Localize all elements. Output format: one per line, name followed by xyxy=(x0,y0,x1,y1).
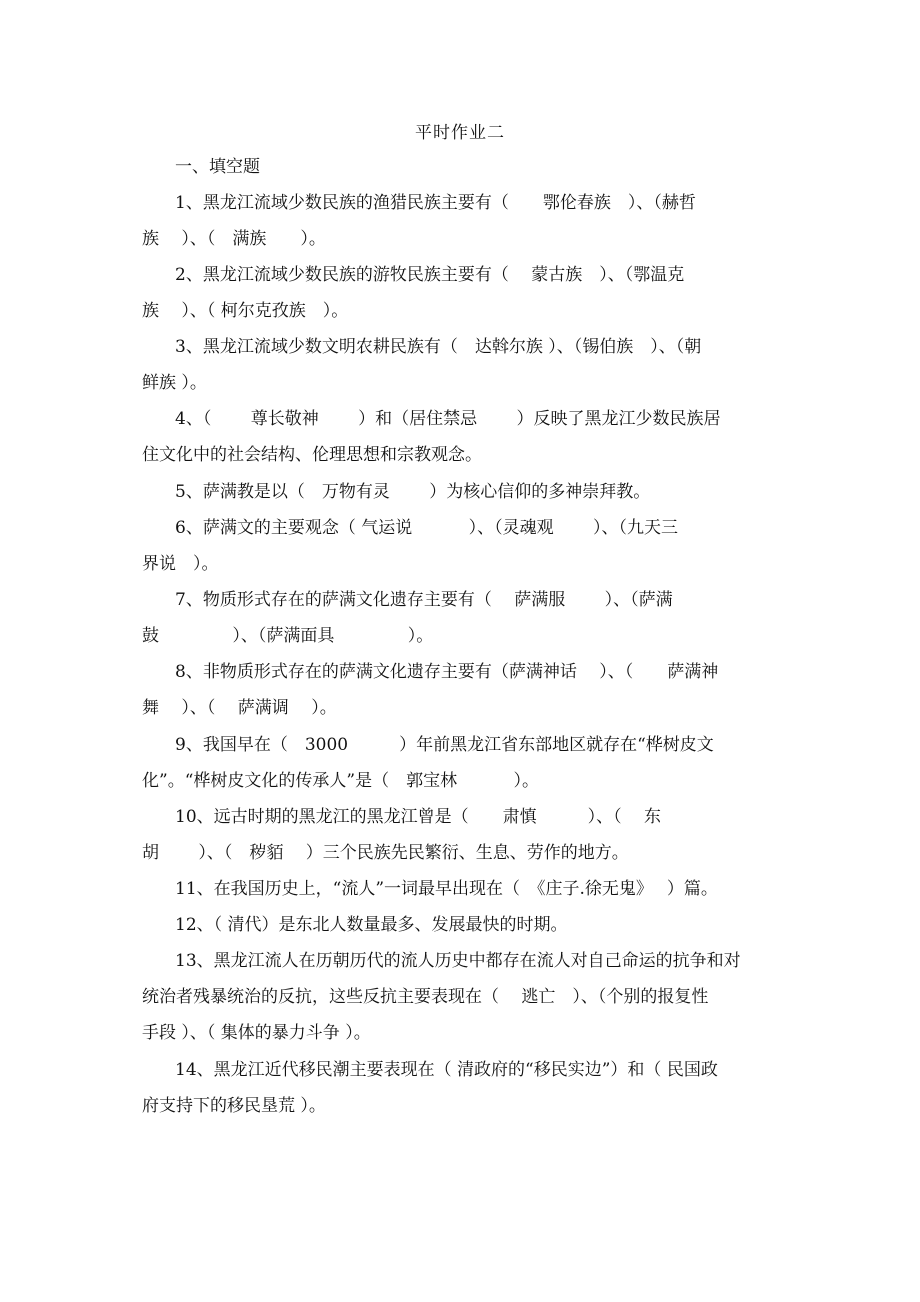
q9-line-2: 化”。“桦树皮文化的传承人”是（ 郭宝林 ）。 xyxy=(142,771,539,791)
q6-line-2: 界说 ）。 xyxy=(142,554,219,574)
q13-line-1: 13、黑龙江流人在历朝历代的流人历史中都存在流人对自己命运的抗争和对 xyxy=(175,951,741,971)
q9-line-1: 9、我国早在（ 3000 ）年前黑龙江省东部地区就存在“桦树皮文 xyxy=(175,735,714,755)
q12-line-1: 12、（ 清代）是东北人数量最多、发展最快的时期。 xyxy=(175,915,568,935)
q11-line-1: 11、在我国历史上，“流人”一词最早出现在（ 《庄子.徐无鬼》 ）篇。 xyxy=(175,879,718,899)
q2-line-2: 族 ）、（ 柯尔克孜族 ）。 xyxy=(142,301,349,321)
q10-line-1: 10、远古时期的黑龙江的黑龙江曾是（ 肃慎 ）、（ 东 xyxy=(175,807,662,827)
q8-line-2: 舞 ）、（ 萨满调 ）。 xyxy=(142,698,337,718)
q3-line-2: 鲜族 ）。 xyxy=(142,373,207,393)
q7-line-2: 鼓 ）、（萨满面具 ）。 xyxy=(142,626,434,646)
q14-line-2: 府支持下的移民垦荒 ）。 xyxy=(142,1096,326,1116)
q13-line-2: 统治者残暴统治的反抗，这些反抗主要表现在（ 逃亡 ）、（个别的报复性 xyxy=(142,987,709,1007)
q1-line-1: 1、黑龙江流域少数民族的渔猎民族主要有（ 鄂伦春族 ）、（赫哲 xyxy=(175,193,696,213)
q10-line-2: 胡 ）、（ 秽貊 ）三个民族先民繁衍、生息、劳作的地方。 xyxy=(142,843,629,863)
q8-line-1: 8、非物质形式存在的萨满文化遗存主要有（萨满神话 ）、（ 萨满神 xyxy=(175,662,719,682)
section-heading: 一、填空题 xyxy=(175,157,260,177)
q14-line-1: 14、黑龙江近代移民潮主要表现在（ 清政府的“移民实边”）和（ 民国政 xyxy=(175,1060,718,1080)
page-title: 平时作业二 xyxy=(415,123,505,143)
q5-line-1: 5、萨满教是以（ 万物有灵 ）为核心信仰的多神崇拜教。 xyxy=(175,482,651,502)
q4-line-1: 4、（ 尊长敬神 ）和（居住禁忌 ）反映了黑龙江少数民族居 xyxy=(175,409,721,429)
q4-line-2: 住文化中的社会结构、伦理思想和宗教观念。 xyxy=(142,445,482,465)
q1-line-2: 族 ）、（ 满族 ）。 xyxy=(142,229,326,249)
q2-line-1: 2、黑龙江流域少数民族的游牧民族主要有（ 蒙古族 ）、（鄂温克 xyxy=(175,265,685,285)
q3-line-1: 3、黑龙江流域少数文明农耕民族有（ 达斡尔族 ）、（锡伯族 ）、（朝 xyxy=(175,337,702,357)
q13-line-3: 手段 ）、（ 集体的暴力斗争 ）。 xyxy=(142,1023,371,1043)
q7-line-1: 7、物质形式存在的萨满文化遗存主要有（ 萨满服 ）、（萨满 xyxy=(175,590,673,610)
q6-line-1: 6、萨满文的主要观念（ 气运说 ）、（灵魂观 ）、（九天三 xyxy=(175,518,679,538)
